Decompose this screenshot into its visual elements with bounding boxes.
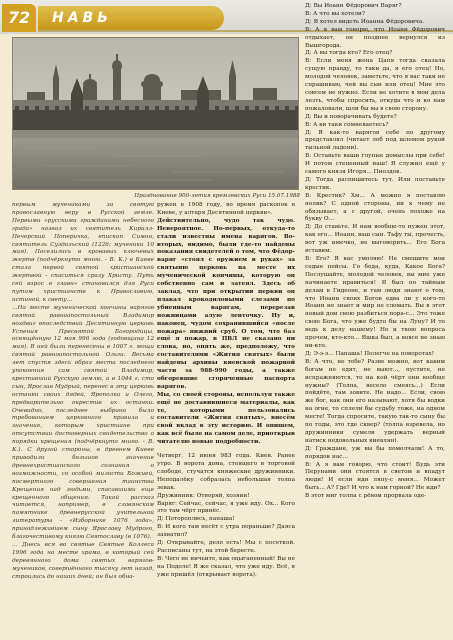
dialogue-line: Д: Э-э-э... Папаша! Полегче на поворотах!	[305, 350, 435, 357]
dialogue-line: Д: Вы Иоанн Фёдорович Варяг?	[305, 3, 402, 9]
dialogue-line: Д: А вы тогда кто? Его отец?	[305, 50, 393, 57]
middle-column	[157, 202, 295, 580]
left-paragraph: первым мучениками за святую православную веру в Русской земле. Первыми «русскими гражданами небесного града» назвал их святитель Кирилл-Печерский Поперичка, епископ Симон, святитель Суздальский (1226; мученики 10 мая). Поселились в кровавых ключевых жертв (подчёркнуто мною. - В. К.) в Киеве стала первой святой христианской жертвой - спаситься сразу Христу. Путь сей взрос в главн» становился для Руси путом христианств к Православию, истиной, к свету...	[12, 202, 154, 303]
left-column	[12, 202, 154, 582]
dialogue-line: В: А что вы хотели?	[305, 10, 365, 17]
middle-paragraph: Действительно, чудо так чудо. Невероятное. Но-первых, откуда-то стали известны имена варягов. Во-вторых, видимо, были где-то найдены показания свидетелей о том, что Фёдор-варяг «стоял с оружием в руках» за святыню церковь на месте их мученической кончины, которую он собственно сам и затеял. Здесь об заклад, что при открытии церкви он плакал крокодиловыми слезами по убиенным варягам, перерезав ножницами алую ленточку. Ну и, наконец, чудом сохранившийся «после пожара» нижний сруб. О том, что баз ещё я пожар, в ПВЛ не сказано ни слова, но, опять же, предположу, что составителями «Жития святых» были найдены архивы киевской пожарной части за 988-990 годы, а также обгоревшие сгоряченные паспорта варягов.	[157, 217, 295, 390]
dialogue-line: В: А я вам говорю, что Иоанн Фёдорович отдыхает, он позднее вернулся из Вышгорода.	[305, 26, 445, 49]
dialogue-line: В: Крестик? Хм... А можно я поставлю нолик? С одной стороны, ни к чему не обязывает, а с другой, очень похоже на букву О...	[305, 192, 445, 223]
dialogue-line: Варяг: Сейчас, сейчас, я уже иду. Ох... Кого это там чёрт принёс.	[157, 500, 295, 515]
dialogue-line: В: Оставьте ваши глупые домыслы при себе! И потом степенный наш! Я служил ещё у самого князя Игоря... Пиоздов.	[305, 153, 445, 176]
dialogue-line: В: А я вам говорю, что стоит! Будь эти Перунами они стоятся в светом и впадут люди! И если иди ляпу-с меня... Может быть... А? Где? И что к нам горной? Не иди?	[305, 461, 445, 492]
dialogue-line: Д: Тогда распишитесь тут. Или поставьте крестик.	[305, 176, 445, 191]
left-paragraph: ...На месте мученической кончины варягов святой равноапостольный Владимир воздвиг впоследствии Десятинную церковь Успения Пресвятой Богородицы, освящённую 12 мая 996 года (годовщина 12 мая). В ней были перенесены в 1007 г. мощи святой равноапостольной Ольги. Весьма лет спустя здесь образ места последнего упокоения сам святой Владимир, крестивший Русскую землю, а в 1044 г. сто сын, Ярослав Мудрый, перенес в эту церковь останки своих дядей, Ярополка и Олега, предварительно окрестив их останки. Очевидно, последнее выбрано было требованием церковного правила и значение, которым христиане при отсутствии достоверных свидетельство о порядки крещения (подчёркнуто мною. - В. К.). С другой стороны, в древнем Киеве приводили большое значение древнехристианского сознания о возможности, со особой милости Божией, посмертного совершения таинства Крещения над людьми, спасавшими еще крещенного общения. Такой рассказ читается, например, в славянском памятнике древнерусской учительной литературы - «Изборнике 1076 года», принадлежавшем сыну Ярославу Мудрого, благочестивому князю Святославу (в 1076).	[12, 304, 154, 541]
kremlin-photo	[12, 37, 299, 190]
dialogue-line: Д: До ставьте. И нам вообще-то нужен этот, как его... Иоанн, ваш сын. Тьфу ты, прочесть, вот уж имечко, не выговорить... Его Бога вставим.	[305, 224, 445, 255]
dialogue-line: Д: Я хотел видеть Иоанна Фёдоровича.	[305, 18, 425, 25]
dialogue-line: В: Его? Я вас умоляю! Не смешите мои седые пейсы. Го беда, куда, Какое Бога? Послушайте, молодой человек, вы мне уже начинаете нравиться! Я был по тайным делам в Гидеоне, и там люди знают о том, что Иоанн своих Богов едва ли у кого-то Иоанн не знает и мир не сломать. Вы в этот новый дом свою разбиться пора-с... Это тоже свою Бога, что уже будто бы на Луну? И то ведь к делу нашему! Но и твою вопроса прочем, кто-кто... Яшка был, а вовсе не знаю ни-кто.	[305, 256, 445, 349]
dialogue-line: Д: Вы и поворачивать будете?	[305, 113, 397, 120]
kremlin-photo-image	[13, 38, 299, 190]
dialogue-line: В: А ви таки сомневаетесь?	[305, 121, 389, 128]
dialogue-line: Д: Открывайте, дело есть! Мы с посеткой. Расписаны тут, на этой бересте.	[157, 540, 295, 554]
dialogue-line: В: Если меня жена Цапя тогда сказала сущую правду, то таки да, я его отец! Но, молодой человек, заметьте, что я вас таки не спрашиваю, чей вы сын или отец! Мне это совсем не нужно. Если не хотите в мои дела лезть, чтобы спросить, откуда что и ко нам пожаловали, шли бы вы в свою сторону.	[305, 58, 445, 112]
dialogue-line: Д: Я как-то варягов себе по другому представлял (читает лоб под шлемом рукой тыльной ладони).	[305, 129, 445, 152]
left-paragraph: ... Днесь вся во святые Святые Коллеса 1996 года на месте храма, в который сей деревянного дома святых варягов-мучеников, совершённого тысячу лет назад, строились до наших дней; он был обна-	[12, 541, 154, 580]
page-number: 72	[2, 4, 36, 32]
photo-caption: Празднование 900-летия кремлевских Руси 15.07.1988	[134, 193, 300, 199]
dialogue-line: Д: Граждане, уж вы бы помолчали! А то, порядок нас...	[305, 445, 445, 460]
dialogue-line: В: И кого там несёт с утра пораньше? Даяса захватил?	[157, 524, 295, 539]
section-title: НАВЬ	[52, 10, 112, 26]
middle-paragraph: Мы, со своей стороны, используя также ещё не доставившиеся материалы, как те, которыми пользовались составители «Жития святых», внесём свой вклад в эту историю. И опишем, как всё было на самом деле, приоткрыв читателю новые подробности.	[157, 391, 295, 446]
right-column	[305, 3, 445, 501]
dialogue-line: В: А что, не тебе? Разве можно, вот каким богам не едят, не выют..., пустите, не испражняются, то на кой чёрт они вообще нужны? (Толпа, весело смеясь...) Если пойдёте, там зовите. Не надо... Если, свою же бог, как они его называют, хотя бы водки на огне, то сплели бы судьбу тоже, на одном месте! Тогда спросите, такую так-то сыну бы по годы, это где сквер? (толпа взревела, но дружинники сумели удержать верный натиск недовольных киевлян).	[305, 358, 445, 444]
middle-paragraph: Четверг, 12 июня 983 года. Киев. Ранее утро. В ворота дома, стоящего в торговой слободе, стучатся княжеские дружинники. Неподалёку собралась небольшая толпа зевак.	[157, 453, 295, 491]
dialogue-line: Дружинник: Отворяй, хозяин!	[157, 492, 250, 499]
dialogue-line: В этот миг толпа с рёвом прорвала оде-	[305, 493, 427, 500]
dialogue-line: В: Чего не ничьите, как оцыганенный! Вы не на Подоле! Я же сказал, что уже иду. Всё, я уже пришёл (открывает ворота).	[157, 555, 295, 578]
middle-paragraph: ружен в 1908 году, во время раскопок в Киеве, у алтаря Десятинной церкви».	[157, 202, 295, 216]
dialogue-line: Д: Потороплись, папаша!	[157, 516, 235, 523]
